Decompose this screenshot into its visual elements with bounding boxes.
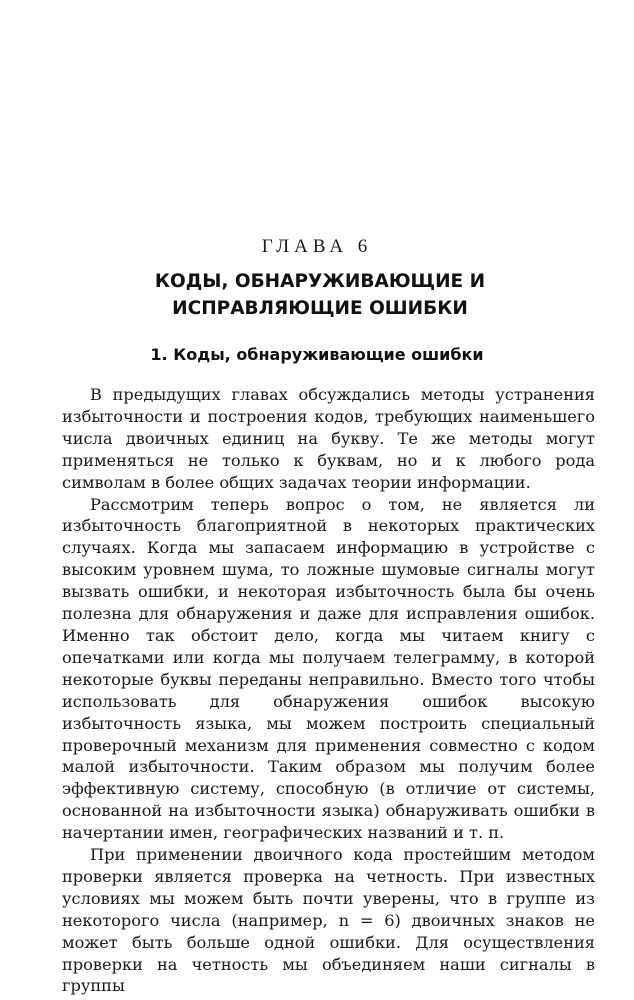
body-text [62,384,595,997]
section-title: 1. Коды, обнаруживающие ошибки [150,345,484,364]
chapter-title: КОДЫ, ОБНАРУЖИВАЮЩИЕ И ИСПРАВЛЯЮЩИЕ ОШИБКИ [154,271,486,319]
paragraph-1: В предыдущих главах обсуждались методы устранения избыточности и построения кодов, требующих наименьшего числа двоичных единиц на букву. Те же методы могут применяться не только к буквам, но и к любого рода символам в более общих задачах теории информации. [62,385,595,492]
chapter-label: ГЛАВА 6 [261,236,373,257]
paragraph-2: Рассмотрим теперь вопрос о том, не является ли избыточность благоприятной в некоторых практических случаях. Когда мы запасаем информацию в устройстве с высоким уровнем шума, то ложные шумовые сигналы могут вызвать ошибки, и некоторая избыточность была бы очень полезна для обнаружения и даже для исправления ошибок. Именно так обстоит дело, когда мы читаем книгу с опечатками или когда мы получаем телеграмму, в которой некоторые буквы переданы неправильно. Вместо того чтобы использовать для обнаружения ошибок высокую избыточность языка, мы можем построить специальный проверочный механизм для применения совместно с кодом малой избыточности. Таким образом мы получим более эффективную систему, способную (в отличие от системы, основанной на избыточности языка) обнаруживать ошибки в начертании имен, географических названий и т. п. [62,494,595,843]
paragraph-3: При применении двоичного кода простейшим методом проверки является проверка на четность. При известных условиях мы можем быть почти уверены, что в группе из некоторого числа (например, n = 6) двоичных знаков не может быть больше одной ошибки. Для осуществления проверки на четность мы объединяем наши сигналы в группы [62,845,595,996]
